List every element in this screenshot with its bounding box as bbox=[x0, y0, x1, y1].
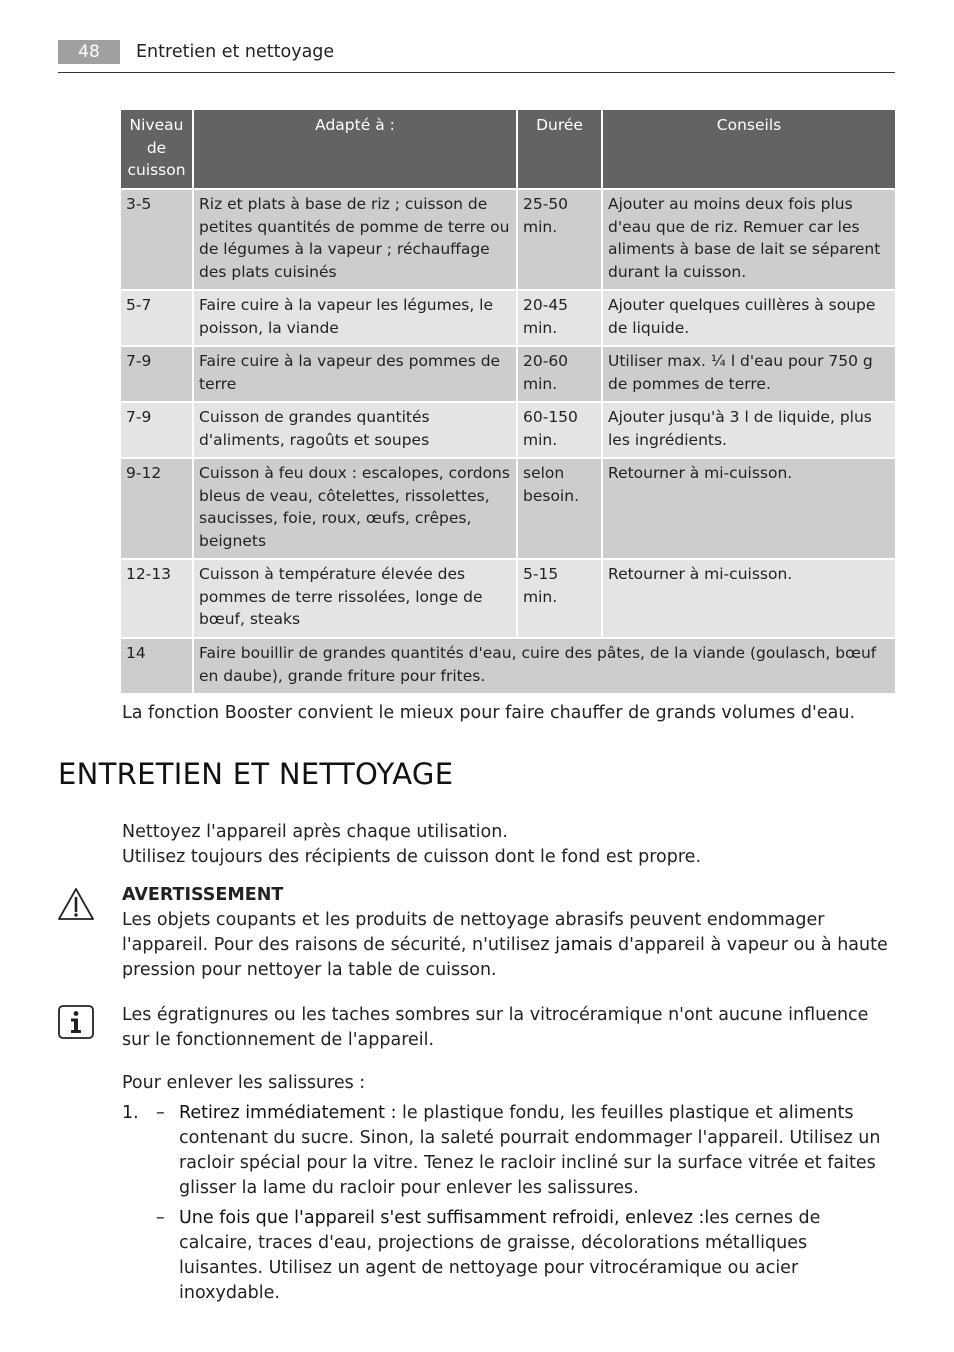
column-header-tips: Conseils bbox=[603, 110, 895, 190]
cell-suited-for: Faire cuire à la vapeur les légumes, le poisson, la viande bbox=[194, 291, 518, 347]
cell-duration: 20-60 min. bbox=[518, 347, 603, 403]
warning-text bbox=[122, 908, 892, 983]
page-header bbox=[58, 40, 895, 73]
cell-tips: Retourner à mi-cuisson. bbox=[603, 459, 895, 560]
warning-title: AVERTISSEMENT bbox=[122, 885, 284, 905]
column-header-suited-for: Adapté à : bbox=[194, 110, 518, 190]
cell-suited-for: Cuisson à température élevée des pommes de terre rissolées, longe de bœuf, steaks bbox=[194, 560, 518, 639]
cell-level: 12-13 bbox=[121, 560, 194, 639]
intro-paragraph bbox=[122, 820, 701, 870]
cell-level: 3-5 bbox=[121, 190, 194, 291]
cell-tips: Retourner à mi-cuisson. bbox=[603, 560, 895, 639]
warning-text-emphasis: jamais bbox=[555, 935, 613, 955]
intro-line: Utilisez toujours des récipients de cuisson dont le fond est propre. bbox=[122, 847, 702, 867]
warning-text-part: d'appareil à vapeur ou à haute pression pour nettoyer la table de cuisson. bbox=[122, 935, 888, 980]
page-number: 48 bbox=[58, 40, 120, 64]
booster-note: La fonction Booster convient le mieux pour faire chauffer de grands volumes d'eau. bbox=[122, 703, 856, 723]
warning-triangle-icon bbox=[57, 887, 95, 921]
info-icon bbox=[57, 1004, 95, 1040]
bullet-text: le plastique fondu, les feuilles plastique et aliments contenant du sucre. Sinon, la saleté pourrait endommager l'appareil. Utilisez un racloir spécial pour la vitre. Tenez le racloir incliné sur la surface vitrée et faites glisser la lame du racloir pour enlever les salissures. bbox=[179, 1103, 881, 1198]
column-header-level: Niveau de cuisson bbox=[121, 110, 194, 190]
step-number: 1. bbox=[122, 1103, 139, 1123]
header-section-title: Entretien et nettoyage bbox=[136, 42, 335, 62]
cell-suited-for: Faire bouillir de grandes quantités d'eau, cuire des pâtes, de la viande (goulasch, bœuf en daube), grande friture pour frites. bbox=[194, 639, 895, 695]
cell-level: 7-9 bbox=[121, 403, 194, 459]
cell-tips: Ajouter jusqu'à 3 l de liquide, plus les ingrédients. bbox=[603, 403, 895, 459]
info-text: Les égratignures ou les taches sombres sur la vitrocéramique n'ont aucune influence sur le fonctionnement de l'appareil. bbox=[122, 1005, 869, 1050]
bullet-text: les cernes de calcaire, traces d'eau, projections de graisse, décolorations métalliques luisantes. Utilisez un agent de nettoyage pour vitrocéramique ou acier inoxydable. bbox=[179, 1208, 821, 1303]
cell-suited-for: Faire cuire à la vapeur des pommes de terre bbox=[194, 347, 518, 403]
list-item bbox=[179, 1101, 894, 1201]
table-row bbox=[121, 560, 895, 639]
table-row bbox=[121, 639, 895, 695]
table-row bbox=[121, 347, 895, 403]
warning-text-part: Les objets coupants et les produits de nettoyage abrasifs peuvent endommager l'appareil. Pour des raisons de sécurité, n'utilisez bbox=[122, 910, 825, 955]
cell-level: 5-7 bbox=[121, 291, 194, 347]
intro-line: Nettoyez l'appareil après chaque utilisation. bbox=[122, 822, 508, 842]
table-row bbox=[121, 291, 895, 347]
cell-suited-for: Riz et plats à base de riz ; cuisson de petites quantités de pomme de terre ou de légumes à la vapeur ; réchauffage des plats cuisinés bbox=[194, 190, 518, 291]
remove-dirt-intro: Pour enlever les salissures : bbox=[122, 1073, 366, 1093]
column-header-duration: Durée bbox=[518, 110, 603, 190]
cell-suited-for: Cuisson à feu doux : escalopes, cordons bleus de veau, côtelettes, rissolettes, saucisses, foie, roux, œufs, crêpes, beignets bbox=[194, 459, 518, 560]
cell-suited-for: Cuisson de grandes quantités d'aliments, ragoûts et soupes bbox=[194, 403, 518, 459]
cell-tips: Ajouter au moins deux fois plus d'eau que de riz. Remuer car les aliments à base de lait se séparent durant la cuisson. bbox=[603, 190, 895, 291]
cell-level: 9-12 bbox=[121, 459, 194, 560]
table-row bbox=[121, 190, 895, 291]
table-header-row bbox=[121, 110, 895, 190]
cell-duration: 5-15 min. bbox=[518, 560, 603, 639]
cell-level: 7-9 bbox=[121, 347, 194, 403]
cooking-level-table bbox=[121, 110, 895, 695]
cell-level: 14 bbox=[121, 639, 194, 695]
cell-tips: Utiliser max. ¼ l d'eau pour 750 g de pommes de terre. bbox=[603, 347, 895, 403]
cell-duration: 20-45 min. bbox=[518, 291, 603, 347]
warning-block bbox=[122, 883, 892, 983]
bullet-dash: – bbox=[156, 1103, 165, 1123]
table-row bbox=[121, 459, 895, 560]
cell-tips: Ajouter quelques cuillères à soupe de liquide. bbox=[603, 291, 895, 347]
bullet-dash: – bbox=[156, 1208, 165, 1228]
cell-duration: 25-50 min. bbox=[518, 190, 603, 291]
section-heading: ENTRETIEN ET NETTOYAGE bbox=[58, 757, 454, 791]
bullet-lead: Retirez immédiatement : bbox=[179, 1103, 397, 1123]
cell-duration: selon besoin. bbox=[518, 459, 603, 560]
cell-duration: 60-150 min. bbox=[518, 403, 603, 459]
list-item bbox=[179, 1206, 894, 1306]
bullet-lead: Une fois que l'appareil s'est suffisamment refroidi, enlevez : bbox=[179, 1208, 705, 1228]
table-row bbox=[121, 403, 895, 459]
